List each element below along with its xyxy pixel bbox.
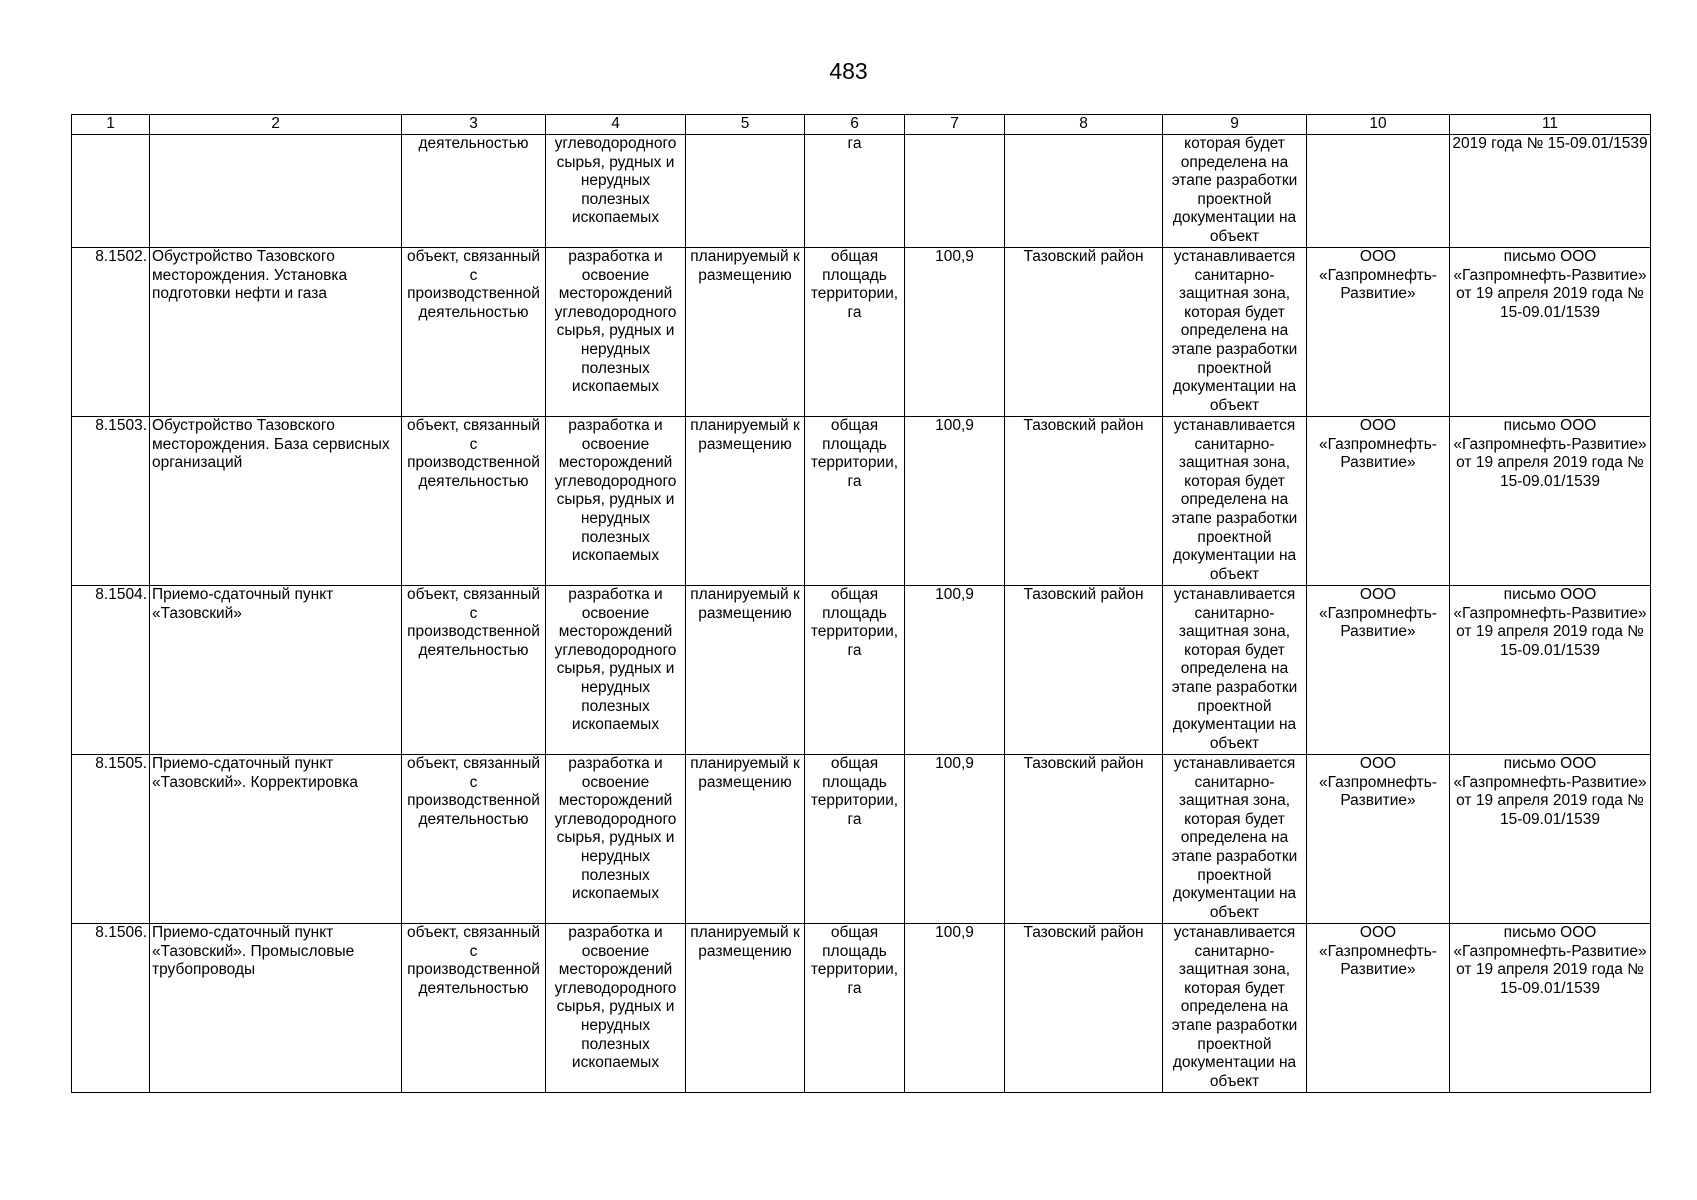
cell-location — [1005, 135, 1163, 248]
cell-organization — [1307, 135, 1450, 248]
cell-zone: устанавливается санитарно-защитная зона, которая будет определена на этапе разработки проектной документации на объект — [1163, 586, 1307, 755]
cell-value: 100,9 — [905, 586, 1005, 755]
cell-purpose: разработка и освоение месторождений углеводородного сырья, рудных и нерудных полезных ископаемых — [546, 755, 686, 924]
cell-name: Обустройство Тазовского месторождения. База сервисных организаций — [150, 417, 402, 586]
cell-value: 100,9 — [905, 755, 1005, 924]
cell-organization: ООО «Газпромнефть-Развитие» — [1307, 417, 1450, 586]
cell-purpose: углеводородного сырья, рудных и нерудных полезных ископаемых — [546, 135, 686, 248]
cell-name: Приемо-сдаточный пункт «Тазовский» — [150, 586, 402, 755]
cell-source: письмо ООО «Газпромнефть-Развитие» от 19 апреля 2019 года № 15-09.01/1539 — [1450, 586, 1651, 755]
cell-number: 8.1502. — [72, 248, 150, 417]
column-number-row — [72, 115, 1651, 135]
cell-object-type: деятельностью — [402, 135, 546, 248]
continuation-row — [72, 135, 1651, 248]
cell-organization: ООО «Газпромнефть-Развитие» — [1307, 755, 1450, 924]
objects-table — [71, 114, 1651, 1093]
cell-value: 100,9 — [905, 248, 1005, 417]
cell-purpose: разработка и освоение месторождений углеводородного сырья, рудных и нерудных полезных ископаемых — [546, 924, 686, 1093]
cell-organization: ООО «Газпромнефть-Развитие» — [1307, 586, 1450, 755]
column-header-10: 10 — [1307, 115, 1450, 135]
cell-status: планируемый к размещению — [686, 586, 805, 755]
cell-object-type: объект, связанный с производственной деятельностью — [402, 924, 546, 1093]
cell-name: Приемо-сдаточный пункт «Тазовский». Промысловые трубопроводы — [150, 924, 402, 1093]
cell-zone: устанавливается санитарно-защитная зона, которая будет определена на этапе разработки проектной документации на объект — [1163, 755, 1307, 924]
table-row — [72, 248, 1651, 417]
column-header-11: 11 — [1450, 115, 1651, 135]
table-row — [72, 417, 1651, 586]
column-header-5: 5 — [686, 115, 805, 135]
table-row — [72, 586, 1651, 755]
cell-status — [686, 135, 805, 248]
cell-location: Тазовский район — [1005, 924, 1163, 1093]
cell-purpose: разработка и освоение месторождений углеводородного сырья, рудных и нерудных полезных ископаемых — [546, 417, 686, 586]
cell-source: 2019 года № 15-09.01/1539 — [1450, 135, 1651, 248]
cell-source: письмо ООО «Газпромнефть-Развитие» от 19 апреля 2019 года № 15-09.01/1539 — [1450, 924, 1651, 1093]
cell-location: Тазовский район — [1005, 248, 1163, 417]
column-header-7: 7 — [905, 115, 1005, 135]
cell-zone: устанавливается санитарно-защитная зона, которая будет определена на этапе разработки проектной документации на объект — [1163, 248, 1307, 417]
cell-value: 100,9 — [905, 417, 1005, 586]
cell-value — [905, 135, 1005, 248]
cell-characteristic: общая площадь территории, га — [805, 248, 905, 417]
page-number: 483 — [829, 58, 868, 84]
cell-zone: которая будет определена на этапе разработки проектной документации на объект — [1163, 135, 1307, 248]
column-header-8: 8 — [1005, 115, 1163, 135]
cell-name: Приемо-сдаточный пункт «Тазовский». Корректировка — [150, 755, 402, 924]
cell-source: письмо ООО «Газпромнефть-Развитие» от 19 апреля 2019 года № 15-09.01/1539 — [1450, 755, 1651, 924]
table-row — [72, 924, 1651, 1093]
cell-zone: устанавливается санитарно-защитная зона, которая будет определена на этапе разработки проектной документации на объект — [1163, 417, 1307, 586]
cell-status: планируемый к размещению — [686, 755, 805, 924]
cell-source: письмо ООО «Газпромнефть-Развитие» от 19 апреля 2019 года № 15-09.01/1539 — [1450, 417, 1651, 586]
cell-name — [150, 135, 402, 248]
cell-object-type: объект, связанный с производственной деятельностью — [402, 586, 546, 755]
cell-location: Тазовский район — [1005, 755, 1163, 924]
cell-characteristic: га — [805, 135, 905, 248]
cell-organization: ООО «Газпромнефть-Развитие» — [1307, 248, 1450, 417]
table-row — [72, 755, 1651, 924]
column-header-3: 3 — [402, 115, 546, 135]
cell-status: планируемый к размещению — [686, 417, 805, 586]
cell-number: 8.1504. — [72, 586, 150, 755]
cell-purpose: разработка и освоение месторождений углеводородного сырья, рудных и нерудных полезных ископаемых — [546, 248, 686, 417]
cell-value: 100,9 — [905, 924, 1005, 1093]
cell-status: планируемый к размещению — [686, 924, 805, 1093]
cell-object-type: объект, связанный с производственной деятельностью — [402, 417, 546, 586]
cell-source: письмо ООО «Газпромнефть-Развитие» от 19 апреля 2019 года № 15-09.01/1539 — [1450, 248, 1651, 417]
cell-status: планируемый к размещению — [686, 248, 805, 417]
cell-zone: устанавливается санитарно-защитная зона, которая будет определена на этапе разработки проектной документации на объект — [1163, 924, 1307, 1093]
cell-location: Тазовский район — [1005, 586, 1163, 755]
column-header-1: 1 — [72, 115, 150, 135]
column-header-6: 6 — [805, 115, 905, 135]
cell-characteristic: общая площадь территории, га — [805, 586, 905, 755]
cell-number: 8.1503. — [72, 417, 150, 586]
cell-number: 8.1505. — [72, 755, 150, 924]
cell-characteristic: общая площадь территории, га — [805, 417, 905, 586]
column-header-2: 2 — [150, 115, 402, 135]
cell-location: Тазовский район — [1005, 417, 1163, 586]
cell-organization: ООО «Газпромнефть-Развитие» — [1307, 924, 1450, 1093]
cell-purpose: разработка и освоение месторождений углеводородного сырья, рудных и нерудных полезных ископаемых — [546, 586, 686, 755]
cell-characteristic: общая площадь территории, га — [805, 755, 905, 924]
cell-characteristic: общая площадь территории, га — [805, 924, 905, 1093]
cell-object-type: объект, связанный с производственной деятельностью — [402, 755, 546, 924]
column-header-4: 4 — [546, 115, 686, 135]
cell-number — [72, 135, 150, 248]
column-header-9: 9 — [1163, 115, 1307, 135]
cell-number: 8.1506. — [72, 924, 150, 1093]
cell-object-type: объект, связанный с производственной деятельностью — [402, 248, 546, 417]
cell-name: Обустройство Тазовского месторождения. Установка подготовки нефти и газа — [150, 248, 402, 417]
